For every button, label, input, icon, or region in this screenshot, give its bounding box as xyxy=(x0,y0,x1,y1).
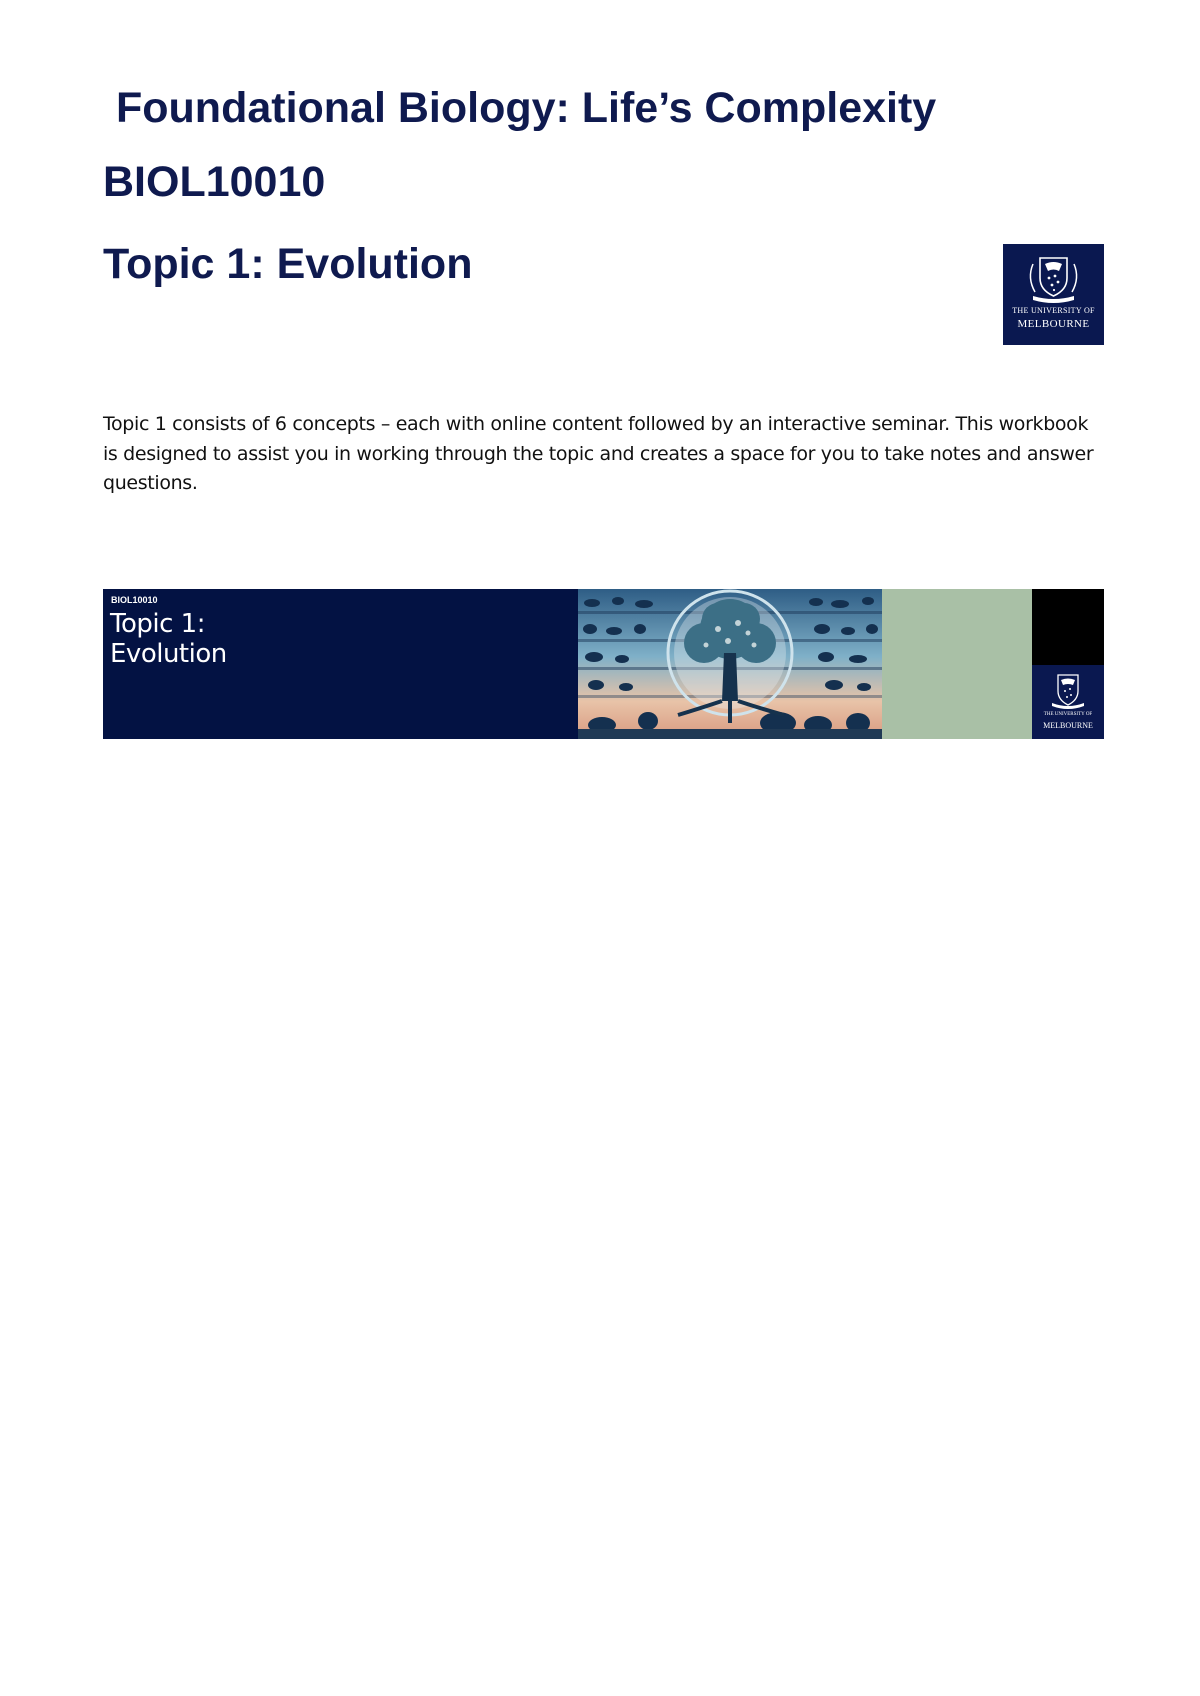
banner-logo-wordmark-bottom: MELBOURNE xyxy=(1043,721,1093,730)
banner-title: Topic 1: Evolution xyxy=(110,609,227,669)
subject-code: BIOL10010 xyxy=(103,158,326,206)
document-title: Foundational Biology: Life’s Complexity xyxy=(116,84,937,132)
university-crest-icon xyxy=(1003,244,1104,306)
logo-wordmark-bottom: MELBOURNE xyxy=(1017,318,1090,330)
banner-logo-wordmark-top: THE UNIVERSITY OF xyxy=(1043,712,1093,717)
banner-subject-code: BIOL10010 xyxy=(111,595,158,605)
university-crest-icon xyxy=(1032,665,1104,711)
university-logo xyxy=(1003,244,1104,345)
topic-heading: Topic 1: Evolution xyxy=(103,240,473,288)
intro-paragraph: Topic 1 consists of 6 concepts – each with online content followed by an interactive seminar. This workbook is designed to assist you in working through the topic and creates a space for you to take notes and answer questions. xyxy=(103,413,1094,494)
tree-of-life-icon xyxy=(578,589,882,739)
banner-university-logo xyxy=(1032,665,1104,739)
logo-wordmark-top: THE UNIVERSITY OF xyxy=(1012,306,1095,315)
banner-black-block xyxy=(1032,589,1104,665)
topic-banner xyxy=(103,589,1104,739)
banner-color-block xyxy=(882,589,1032,739)
